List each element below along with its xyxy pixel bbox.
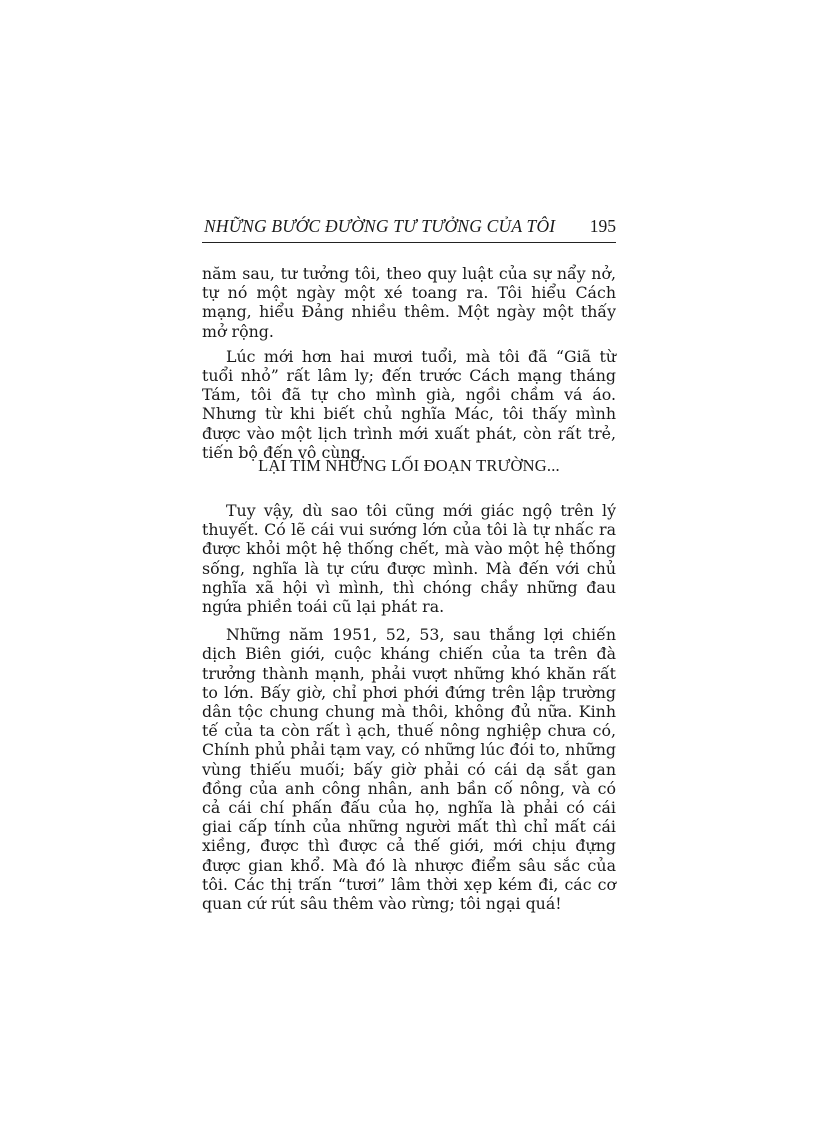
paragraph: Tuy vậy, dù sao tôi cũng mới giác ngộ trên lý thuyết. Có lẽ cái vui sướng lớn của tôi là tự nhấc ra được khỏi một hệ thống chết, mà vào một hệ thống sống, nghĩa là tự cứu được mình. Mà đến với chủ nghĩa xã hội vì mình, thì chóng chầy những đau ngứa phiền toái cũ lại phát ra. xyxy=(202,501,616,617)
section-heading: LẠI TÌM NHỮNG LỐI ĐOẠN TRƯỜNG... xyxy=(258,456,560,475)
text-block-top xyxy=(202,264,616,462)
page-number: 195 xyxy=(589,216,616,236)
text-block-bottom xyxy=(202,501,616,913)
paragraph: Lúc mới hơn hai mươi tuổi, mà tôi đã “Giã từ tuổi nhỏ” rất lâm ly; đến trước Cách mạng tháng Tám, tôi đã tự cho mình già, ngồi chầm vá áo. Nhưng từ khi biết chủ nghĩa Mác, tôi thấy mình được vào một lịch trình mới xuất phát, còn rất trẻ, tiến bộ đến vô cùng. xyxy=(202,346,616,462)
running-title: NHỮNG BƯỚC ĐƯỜNG TƯ TƯỞNG CỦA TÔI xyxy=(204,216,556,236)
paragraph-continued: năm sau, tư tưởng tôi, theo quy luật của sự nẩy nở, tự nó một ngày một xé toang ra. Tôi hiểu Cách mạng, hiểu Đảng nhiều thêm. Một ngày một thấy mở rộng. xyxy=(202,264,616,341)
running-header xyxy=(202,216,616,243)
paragraph: Những năm 1951, 52, 53, sau thắng lợi chiến dịch Biên giới, cuộc kháng chiến của ta trên đà trưởng thành mạnh, phải vượt những khó khăn rất to lớn. Bấy giờ, chỉ phơi phới đứng trên lập trường dân tộc chung chung mà thôi, không đủ nữa. Kinh tế của ta còn rất ì ạch, thuế nông nghiệp chưa có, Chính phủ phải tạm vay, có những lúc đói to, những vùng thiếu muối; bấy giờ phải có cái dạ sắt gan đồng của anh công nhân, anh bần cố nông, và có cả cái chí phấn đấu của họ, nghĩa là phải có cái giai cấp tính của những người mất thì chỉ mất cái xiềng, được thì được cả thế giới, mới chịu đựng được gian khổ. Mà đó là nhược điểm sâu sắc của tôi. Các thị trấn “tươi” lâm thời xẹp kém đi, các cơ quan cứ rút sâu thêm vào rừng; tôi ngại quá! xyxy=(202,625,616,914)
